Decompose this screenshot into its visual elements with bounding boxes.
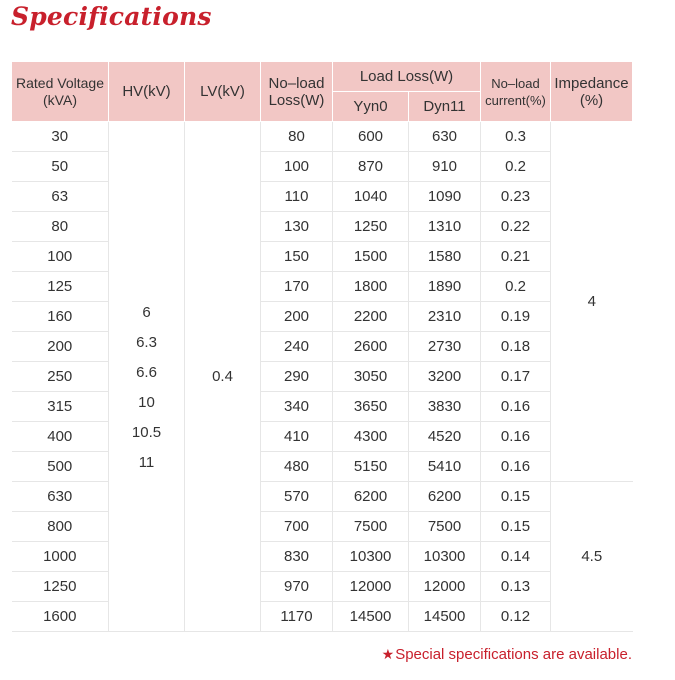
rated-voltage-cell: 1250 bbox=[12, 572, 109, 602]
header-hv: HV(kV) bbox=[109, 62, 185, 122]
no-load-loss-cell: 410 bbox=[261, 422, 333, 452]
no-load-loss-cell: 570 bbox=[261, 482, 333, 512]
table-row bbox=[12, 182, 633, 212]
no-load-current-cell: 0.3 bbox=[481, 122, 551, 152]
dyn11-cell: 4520 bbox=[409, 422, 481, 452]
dyn11-cell: 12000 bbox=[409, 572, 481, 602]
no-load-current-cell: 0.19 bbox=[481, 302, 551, 332]
special-spec-note bbox=[382, 646, 632, 663]
impedance-cell: 4 bbox=[551, 122, 633, 482]
header-yyn0: Yyn0 bbox=[333, 92, 409, 122]
table-row bbox=[12, 152, 633, 182]
dyn11-cell: 1580 bbox=[409, 242, 481, 272]
table-row bbox=[12, 332, 633, 362]
yyn0-cell: 5150 bbox=[333, 452, 409, 482]
table-row bbox=[12, 542, 633, 572]
rated-voltage-cell: 800 bbox=[12, 512, 109, 542]
dyn11-cell: 1090 bbox=[409, 182, 481, 212]
table-row bbox=[12, 362, 633, 392]
rated-voltage-cell: 100 bbox=[12, 242, 109, 272]
no-load-loss-cell: 700 bbox=[261, 512, 333, 542]
yyn0-cell: 14500 bbox=[333, 602, 409, 632]
yyn0-cell: 1800 bbox=[333, 272, 409, 302]
table-row bbox=[12, 272, 633, 302]
no-load-current-cell: 0.15 bbox=[481, 482, 551, 512]
yyn0-cell: 1250 bbox=[333, 212, 409, 242]
dyn11-cell: 3200 bbox=[409, 362, 481, 392]
rated-voltage-cell: 63 bbox=[12, 182, 109, 212]
yyn0-cell: 4300 bbox=[333, 422, 409, 452]
no-load-loss-cell: 130 bbox=[261, 212, 333, 242]
yyn0-cell: 3650 bbox=[333, 392, 409, 422]
table-row bbox=[12, 452, 633, 482]
note-text: Special specifications are available. bbox=[395, 646, 632, 663]
no-load-current-cell: 0.16 bbox=[481, 392, 551, 422]
yyn0-cell: 1500 bbox=[333, 242, 409, 272]
hv-value: 6.6 bbox=[136, 363, 157, 381]
no-load-current-cell: 0.18 bbox=[481, 332, 551, 362]
yyn0-cell: 1040 bbox=[333, 182, 409, 212]
header-load-loss: Load Loss(W) bbox=[333, 62, 481, 92]
hv-value: 6 bbox=[142, 303, 151, 321]
no-load-current-cell: 0.16 bbox=[481, 422, 551, 452]
rated-voltage-cell: 315 bbox=[12, 392, 109, 422]
no-load-current-cell: 0.22 bbox=[481, 212, 551, 242]
no-load-current-cell: 0.2 bbox=[481, 152, 551, 182]
rated-voltage-cell: 400 bbox=[12, 422, 109, 452]
dyn11-cell: 10300 bbox=[409, 542, 481, 572]
no-load-loss-cell: 1170 bbox=[261, 602, 333, 632]
dyn11-cell: 2310 bbox=[409, 302, 481, 332]
no-load-current-cell: 0.15 bbox=[481, 512, 551, 542]
yyn0-cell: 2600 bbox=[333, 332, 409, 362]
no-load-loss-cell: 100 bbox=[261, 152, 333, 182]
rated-voltage-cell: 160 bbox=[12, 302, 109, 332]
rated-voltage-cell: 250 bbox=[12, 362, 109, 392]
no-load-loss-cell: 110 bbox=[261, 182, 333, 212]
no-load-current-cell: 0.2 bbox=[481, 272, 551, 302]
table-body bbox=[12, 122, 633, 632]
hv-value: 10 bbox=[138, 393, 155, 411]
yyn0-cell: 6200 bbox=[333, 482, 409, 512]
no-load-loss-cell: 290 bbox=[261, 362, 333, 392]
rated-voltage-cell: 1000 bbox=[12, 542, 109, 572]
table-row bbox=[12, 422, 633, 452]
no-load-loss-cell: 970 bbox=[261, 572, 333, 602]
header-rated-voltage: Rated Voltage (kVA) bbox=[12, 62, 109, 122]
no-load-current-cell: 0.17 bbox=[481, 362, 551, 392]
yyn0-cell: 870 bbox=[333, 152, 409, 182]
yyn0-cell: 3050 bbox=[333, 362, 409, 392]
rated-voltage-cell: 125 bbox=[12, 272, 109, 302]
hv-value: 10.5 bbox=[131, 423, 162, 441]
yyn0-cell: 2200 bbox=[333, 302, 409, 332]
dyn11-cell: 2730 bbox=[409, 332, 481, 362]
no-load-loss-cell: 170 bbox=[261, 272, 333, 302]
hv-value: 11 bbox=[138, 453, 155, 471]
rated-voltage-cell: 200 bbox=[12, 332, 109, 362]
no-load-current-cell: 0.14 bbox=[481, 542, 551, 572]
dyn11-cell: 630 bbox=[409, 122, 481, 152]
header-no-load-loss: No–load Loss(W) bbox=[261, 62, 333, 122]
header-lv: LV(kV) bbox=[185, 62, 261, 122]
rated-voltage-cell: 630 bbox=[12, 482, 109, 512]
table-row bbox=[12, 212, 633, 242]
dyn11-cell: 1890 bbox=[409, 272, 481, 302]
hv-value: 6.3 bbox=[136, 333, 157, 351]
dyn11-cell: 5410 bbox=[409, 452, 481, 482]
no-load-loss-cell: 480 bbox=[261, 452, 333, 482]
header-impedance: Impedance (%) bbox=[551, 62, 633, 122]
lv-cell: 0.4 bbox=[185, 122, 261, 632]
dyn11-cell: 7500 bbox=[409, 512, 481, 542]
yyn0-cell: 12000 bbox=[333, 572, 409, 602]
rated-voltage-cell: 30 bbox=[12, 122, 109, 152]
table-row bbox=[12, 512, 633, 542]
rated-voltage-cell: 50 bbox=[12, 152, 109, 182]
header-dyn11: Dyn11 bbox=[409, 92, 481, 122]
table-row bbox=[12, 302, 633, 332]
no-load-current-cell: 0.12 bbox=[481, 602, 551, 632]
rated-voltage-cell: 500 bbox=[12, 452, 109, 482]
no-load-current-cell: 0.23 bbox=[481, 182, 551, 212]
table-row bbox=[12, 572, 633, 602]
page-title: Specifications bbox=[11, 2, 212, 31]
specifications-table bbox=[11, 61, 633, 632]
table-row bbox=[12, 602, 633, 632]
dyn11-cell: 3830 bbox=[409, 392, 481, 422]
impedance-cell: 4.5 bbox=[551, 482, 633, 632]
table-row bbox=[12, 122, 633, 152]
table-row bbox=[12, 392, 633, 422]
no-load-current-cell: 0.16 bbox=[481, 452, 551, 482]
dyn11-cell: 6200 bbox=[409, 482, 481, 512]
header-no-load-current: No–load current(%) bbox=[481, 62, 551, 122]
dyn11-cell: 14500 bbox=[409, 602, 481, 632]
table-row bbox=[12, 242, 633, 272]
rated-voltage-cell: 1600 bbox=[12, 602, 109, 632]
no-load-loss-cell: 240 bbox=[261, 332, 333, 362]
no-load-loss-cell: 830 bbox=[261, 542, 333, 572]
yyn0-cell: 600 bbox=[333, 122, 409, 152]
hv-cell bbox=[109, 122, 185, 632]
rated-voltage-cell: 80 bbox=[12, 212, 109, 242]
no-load-loss-cell: 200 bbox=[261, 302, 333, 332]
dyn11-cell: 910 bbox=[409, 152, 481, 182]
no-load-current-cell: 0.21 bbox=[481, 242, 551, 272]
yyn0-cell: 7500 bbox=[333, 512, 409, 542]
no-load-loss-cell: 340 bbox=[261, 392, 333, 422]
no-load-loss-cell: 150 bbox=[261, 242, 333, 272]
no-load-current-cell: 0.13 bbox=[481, 572, 551, 602]
dyn11-cell: 1310 bbox=[409, 212, 481, 242]
table-row bbox=[12, 482, 633, 512]
yyn0-cell: 10300 bbox=[333, 542, 409, 572]
star-icon: ★ bbox=[381, 646, 395, 662]
no-load-loss-cell: 80 bbox=[261, 122, 333, 152]
